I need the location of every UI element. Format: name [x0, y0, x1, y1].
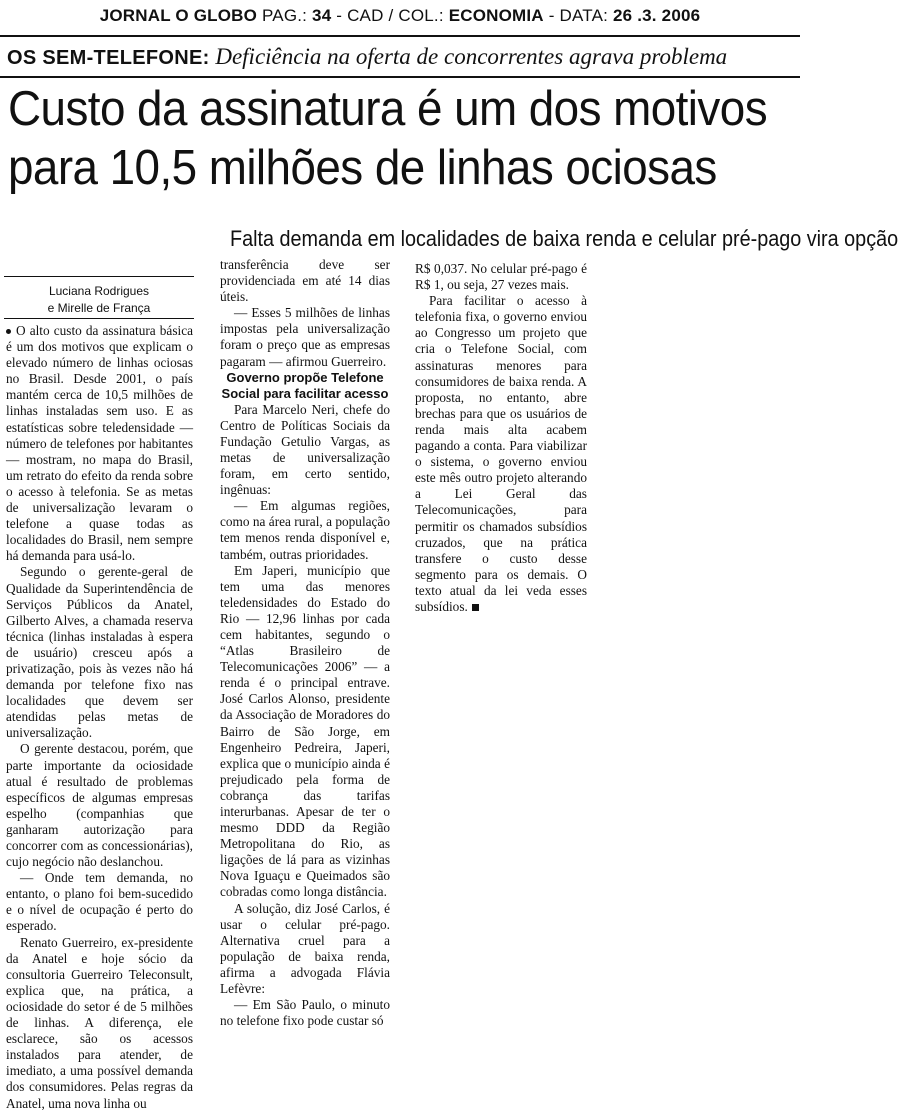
byline-author-1: Luciana Rodrigues — [48, 284, 150, 298]
section-label: - CAD / COL.: — [336, 6, 444, 25]
paragraph: — Esses 5 milhões de linhas impostas pela universalização foram o preço que as empresas pagaram — afirmou Guerreiro. — [220, 305, 390, 369]
paragraph: — Em São Paulo, o minuto no telefone fixo pode custar só — [220, 997, 390, 1029]
page-label: PAG.: — [262, 6, 308, 25]
clipping-header — [0, 6, 800, 26]
kicker — [7, 44, 797, 70]
paragraph: A solução, diz José Carlos, é usar o celular pré-pago. Alternativa cruel para a população de baixa renda, afirma a advogada Flávia Lefèvre: — [220, 900, 390, 997]
paragraph: R$ 0,037. No celular pré-pago é R$ 1, ou seja, 27 vezes mais. — [415, 261, 587, 293]
date-label: - DATA: — [548, 6, 609, 25]
headline-line-2: para 10,5 milhões de linhas ociosas — [8, 141, 717, 195]
headline — [8, 80, 768, 198]
paragraph-text: O alto custo da assinatura básica é um dos motivos que explicam o elevado número de linhas ociosas no Brasil. Desde 2001, o país mantém cerca de 10,5 milhões de linhas instaladas sem uso. E as estatísticas sobre teledensidade — número de telefones por habitantes — mostram, no mapa do Brasil, um retrato do efeito da renda sobre o acesso à telefonia. Se as metas de universalização levaram o telefone a quase todas as localidades do Brasil, nem sempre há demanda para usá-lo. — [6, 323, 193, 564]
bullet-icon — [6, 329, 11, 334]
deck-subtitle: Falta demanda em localidades de baixa renda e celular pré-pago vira opção — [230, 226, 898, 251]
kicker-text: Deficiência na oferta de concorrentes agrava problema — [215, 44, 728, 69]
byline-divider-top — [4, 276, 194, 277]
headline-line-1: Custo da assinatura é um dos motivos — [8, 82, 768, 136]
byline-divider-bottom — [4, 318, 194, 319]
byline — [4, 283, 194, 317]
subhead-line-1: Governo propõe Telefone — [226, 369, 384, 385]
paragraph — [415, 293, 587, 615]
date-day-month: 26 .3. — [613, 6, 657, 25]
section-subhead — [220, 370, 390, 402]
paragraph: Em Japeri, município que tem uma das menores teledensidades do Estado do Rio — 12,96 linhas por cada cem habitantes, segundo o “Atlas Brasileiro de Telecomunicações 2006” — a renda é o principal entrave. José Carlos Alonso, presidente da Associação de Moradores do Bairro de São Jorge, em Engenheiro Pedreira, Japeri, explica que o município ainda é prejudicado pela forma de cobrança das tarifas interurbanas. Apesar de ter o mesmo DDD da Região Metropolitana do Rio, as ligações de lá para as vizinhas Nova Iguaçu e Queimados são cobradas como longa distância. — [220, 562, 390, 900]
paragraph: Segundo o gerente-geral de Qualidade da Superintendência de Serviços Públicos da Anatel, Gilberto Alves, a chamada reserva técnica (linhas instaladas à espera de usuário) cresceu após a privatização, pois às vezes não há demanda por telefone fixo nas localidades que devem ser atendidas pelas metas de universalização. — [6, 564, 193, 741]
paragraph-text: Para facilitar o acesso à telefonia fixa, o governo enviou ao Congresso um projeto que cria o Telefone Social, com assinaturas menores para consumidores de baixa renda. A proposta, no entanto, abre brechas para que os usuários de renda mais alta acabem pagando a conta. Para viabilizar o sistema, o governo enviou este mês outro projeto alterando a Lei Geral das Telecomunicações, para permitir os chamados subsídios cruzados, que na prática transfere o custo desse segmento para os demais. O texto atual da lei veda esses subsídios. — [415, 293, 587, 614]
paragraph: O gerente destacou, porém, que parte importante da ociosidade atual é resultado de problemas específicos de algumas empresas espelho (companhias que ganharam autorização para concorrer com as concessionárias), cujo negócio não deslanchou. — [6, 741, 193, 870]
section-name: ECONOMIA — [448, 6, 544, 25]
subhead-line-2: Social para facilitar acesso — [221, 385, 389, 401]
paragraph: Renato Guerreiro, ex-presidente da Anatel e hoje sócio da consultoria Guerreiro Teleconsult, explica que, na prática, a ociosidade do setor é de 5 milhões de linhas. A diferença, ele esclarece, são os acessos instalados para atender, de imediato, a uma possível demanda dos consumidores. Pelas regras da Anatel, uma nova linha ou — [6, 934, 193, 1111]
kicker-divider — [0, 76, 800, 78]
newspaper-name: JORNAL O GLOBO — [99, 6, 258, 25]
article-column-3 — [415, 261, 587, 615]
article-column-1 — [6, 323, 193, 1112]
header-divider — [0, 35, 800, 37]
date-year: 2006 — [661, 6, 701, 25]
paragraph: — Onde tem demanda, no entanto, o plano foi bem-sucedido e o nível de ocupação é perto do esperado. — [6, 870, 193, 934]
page-number: 34 — [312, 6, 332, 25]
article-column-2 — [220, 257, 390, 1029]
end-of-article-icon — [472, 604, 479, 611]
paragraph — [6, 323, 193, 564]
paragraph: transferência deve ser providenciada em até 14 dias úteis. — [220, 257, 390, 305]
byline-author-2: e Mirelle de França — [47, 301, 151, 315]
paragraph: Para Marcelo Neri, chefe do Centro de Políticas Sociais da Fundação Getulio Vargas, as metas de universalização foram, em certo sentido, ingênuas: — [220, 401, 390, 498]
paragraph: — Em algumas regiões, como na área rural, a população tem menos renda disponível e, também, outras prioridades. — [220, 498, 390, 562]
kicker-label: OS SEM-TELEFONE: — [7, 47, 210, 69]
